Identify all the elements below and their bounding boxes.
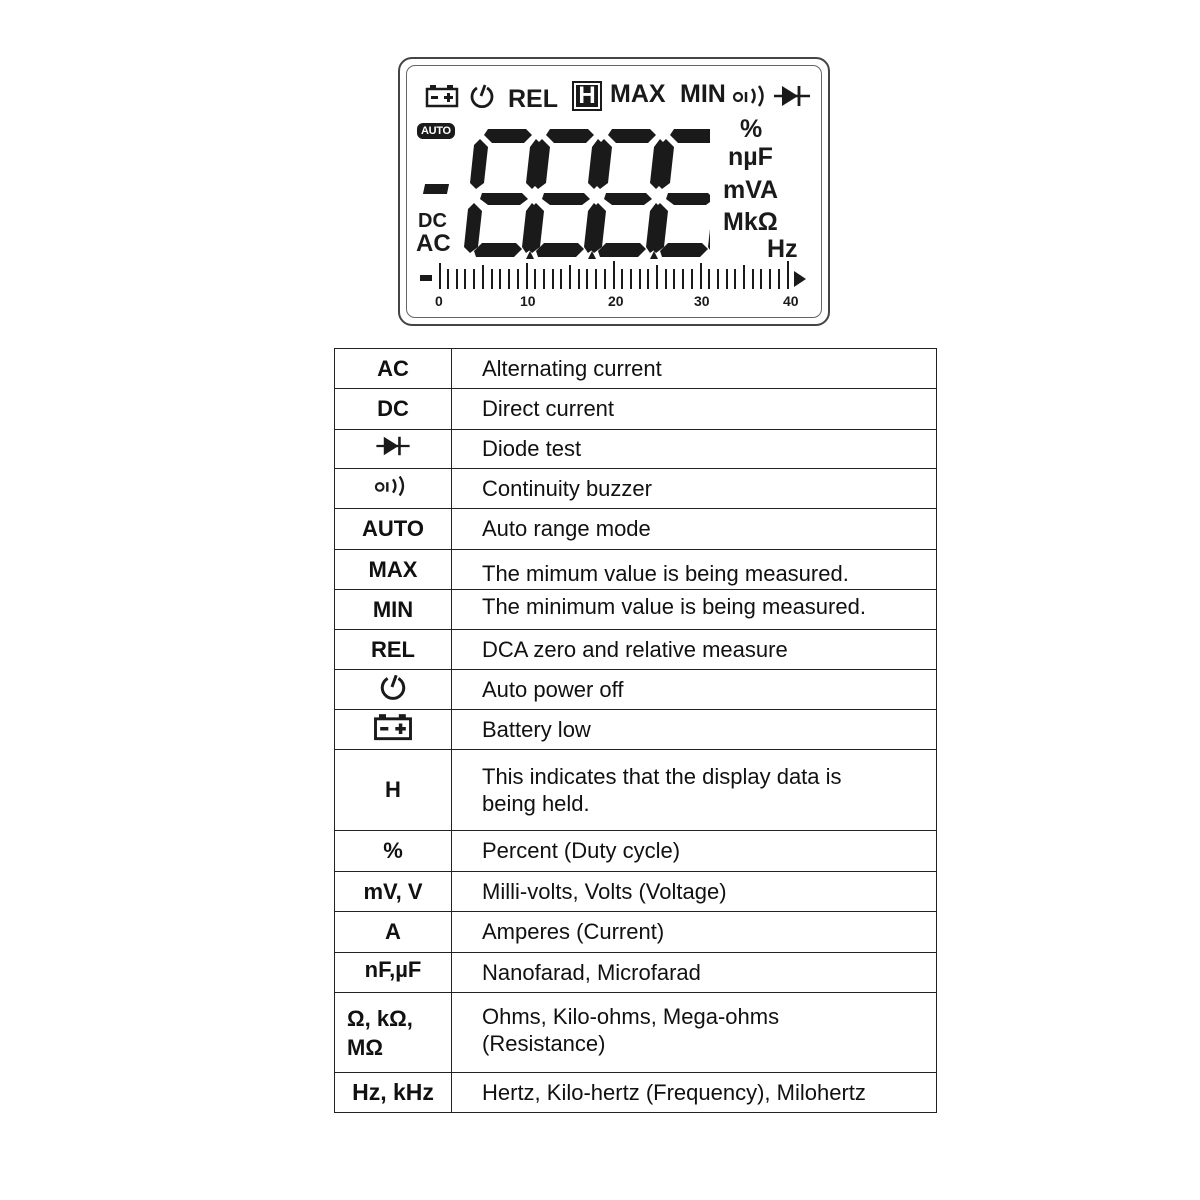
continuity-buzzer-icon: [374, 473, 412, 499]
symbol-cell: A: [335, 912, 452, 953]
mega-kilo-ohm-unit: MkΩ: [723, 208, 778, 236]
symbol-cell: Hz, kHz: [335, 1073, 452, 1113]
description-cell: Amperes (Current): [452, 912, 937, 953]
description-cell: Diode test: [452, 430, 937, 469]
symbol-cell: H: [335, 750, 452, 831]
symbol-cell: [335, 469, 452, 509]
description-cell: Milli-volts, Volts (Voltage): [452, 872, 937, 912]
bargraph-label-20: 20: [608, 293, 624, 309]
bargraph-label-10: 10: [520, 293, 536, 309]
lcd-display-diagram: [398, 57, 830, 326]
battery-low-icon: [425, 84, 459, 108]
milli-volt-amp-unit: mVA: [723, 176, 779, 204]
table-row: [335, 993, 937, 1073]
table-row: [335, 872, 937, 912]
description-cell: Hertz, Kilo-hertz (Frequency), Milohertz: [452, 1073, 937, 1113]
table-row: [335, 509, 937, 550]
description-line: being held.: [482, 791, 590, 816]
description-line: Ohms, Kilo-ohms, Mega-ohms: [482, 1004, 780, 1029]
table-row: [335, 590, 937, 630]
symbol-cell: [335, 710, 452, 750]
description-line: This indicates that the display data is: [482, 764, 842, 789]
symbol-cell: [335, 430, 452, 469]
hertz-unit: Hz: [767, 235, 798, 263]
ac-annunciator: AC: [416, 230, 451, 257]
description-cell: [452, 993, 937, 1073]
bargraph-label-30: 30: [694, 293, 710, 309]
bargraph-label-40: 40: [783, 293, 799, 309]
description-cell: Auto power off: [452, 670, 937, 710]
symbol-cell: AUTO: [335, 509, 452, 550]
symbol-cell: AC: [335, 349, 452, 389]
description-cell: Nanofarad, Microfarad: [452, 953, 937, 993]
description-cell: Auto range mode: [452, 509, 937, 550]
rel-annunciator: REL: [508, 85, 558, 113]
table-row: [335, 670, 937, 710]
min-annunciator: MIN: [680, 80, 726, 108]
table-row: [335, 469, 937, 509]
bargraph-label-0: 0: [435, 293, 443, 309]
description-cell: Percent (Duty cycle): [452, 831, 937, 872]
percent-unit: %: [740, 115, 763, 143]
symbol-line: MΩ: [347, 1034, 383, 1060]
symbol-cell: REL: [335, 630, 452, 670]
table-row: [335, 430, 937, 469]
description-cell: [452, 750, 937, 831]
table-row: [335, 349, 937, 389]
bargraph-scale: [438, 261, 818, 291]
symbol-cell: mV, V: [335, 872, 452, 912]
description-cell: DCA zero and relative measure: [452, 630, 937, 670]
dc-annunciator: DC: [418, 210, 447, 232]
table-row: [335, 750, 937, 831]
description-cell: Continuity buzzer: [452, 469, 937, 509]
symbol-cell: [335, 670, 452, 710]
symbol-line: Ω, kΩ,: [347, 1005, 413, 1031]
table-row: [335, 1073, 937, 1113]
table-row: [335, 710, 937, 750]
auto-annunciator: AUTO: [417, 123, 455, 139]
description-cell: The minimum value is being measured.: [452, 590, 937, 630]
diode-icon: [772, 83, 812, 109]
auto-power-off-icon: [378, 672, 408, 702]
description-line: (Resistance): [482, 1031, 606, 1056]
symbol-cell: %: [335, 831, 452, 872]
battery-low-icon: [371, 713, 415, 741]
description-cell: The mimum value is being measured.: [452, 550, 937, 590]
bargraph-negative-indicator: [420, 275, 432, 281]
table-row: [335, 953, 937, 993]
symbol-cell: MAX: [335, 550, 452, 590]
description-cell: Alternating current: [452, 349, 937, 389]
description-cell: Battery low: [452, 710, 937, 750]
table-row: [335, 550, 937, 590]
auto-power-off-icon: [468, 82, 496, 110]
n-micro-farad-unit: nµF: [728, 143, 773, 171]
symbol-cell: MIN: [335, 590, 452, 630]
description-cell: Direct current: [452, 389, 937, 430]
symbol-cell: [335, 993, 452, 1073]
diode-icon: [373, 434, 413, 458]
table-row: [335, 630, 937, 670]
continuity-buzzer-icon: [732, 83, 772, 109]
table-row: [335, 831, 937, 872]
negative-sign-segment: [423, 184, 449, 194]
hold-annunciator: H: [572, 81, 602, 111]
max-annunciator: MAX: [610, 80, 666, 108]
table-row: [335, 912, 937, 953]
table-row: [335, 389, 937, 430]
seven-segment-digits: [460, 127, 710, 262]
symbol-legend-table: [334, 348, 937, 1113]
symbol-cell: DC: [335, 389, 452, 430]
symbol-cell: nF,µF: [335, 953, 452, 993]
